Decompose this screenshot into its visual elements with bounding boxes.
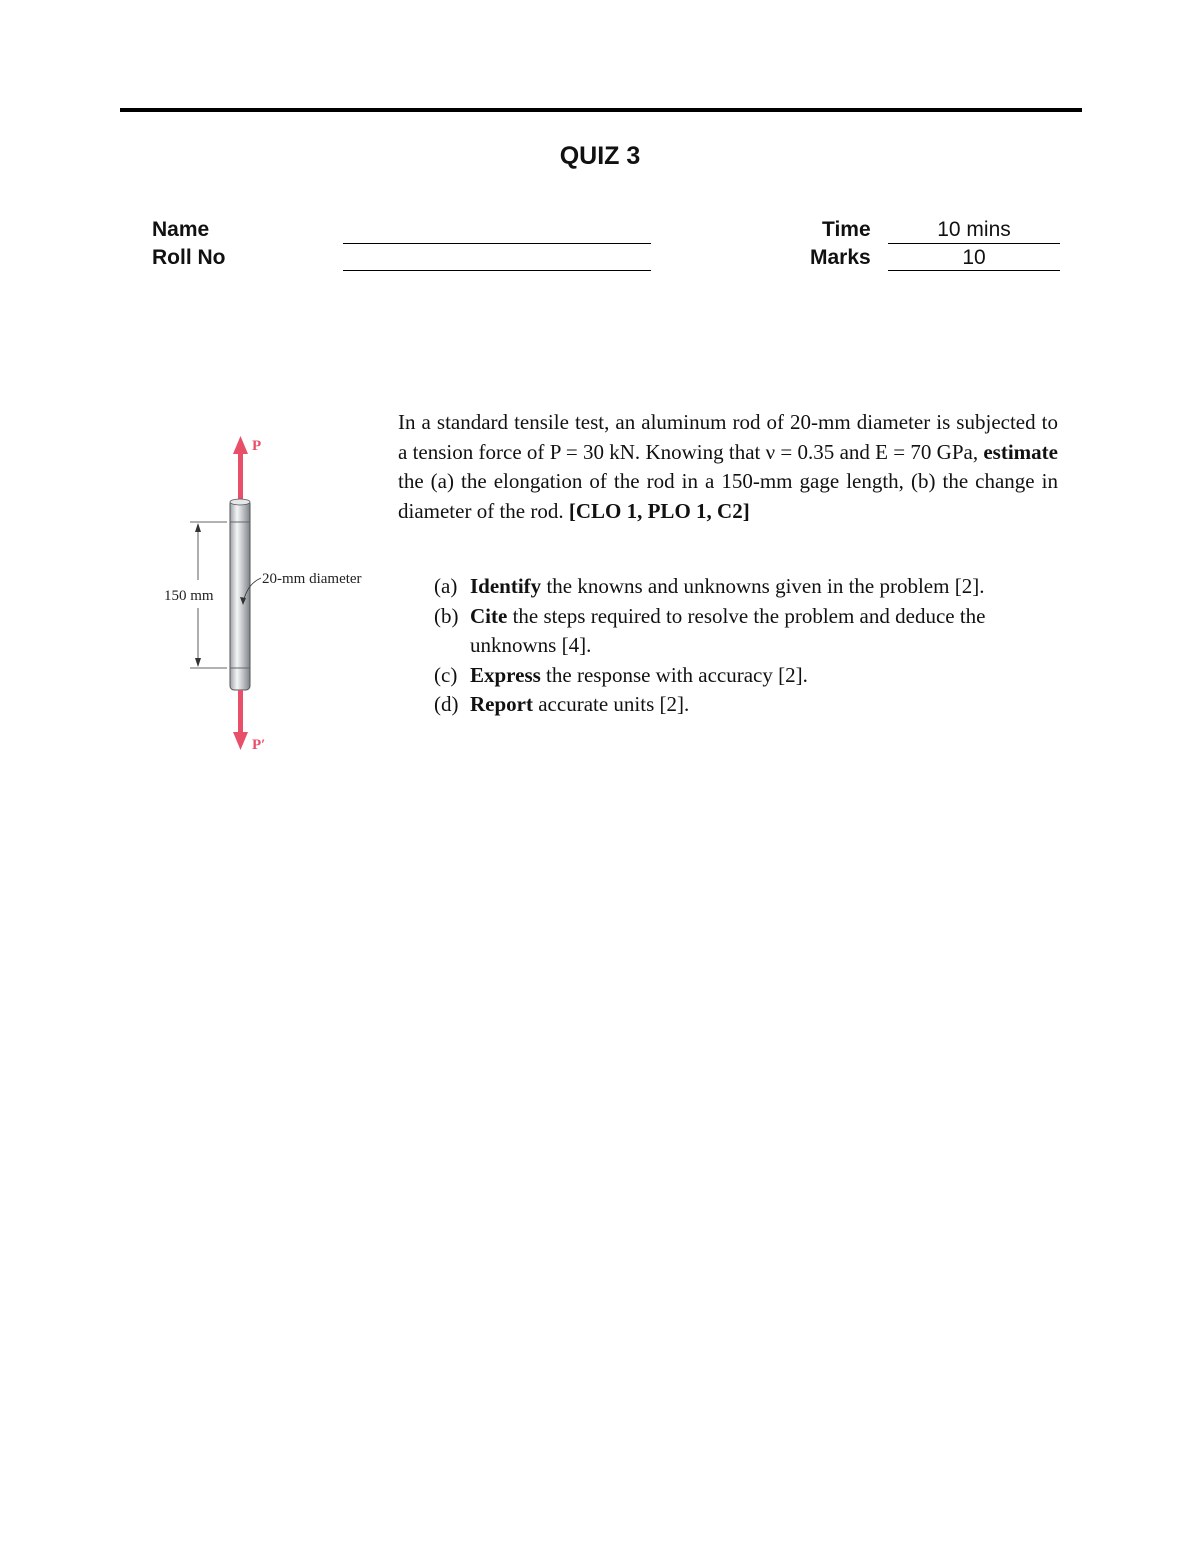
list-item: (c) Express the response with accuracy [2]. bbox=[434, 662, 808, 687]
list-item: (b) Cite the steps required to resolve the problem and deduce the unknowns [4]. bbox=[434, 603, 986, 657]
force-label-top: P bbox=[252, 438, 262, 454]
roll-no-label: Roll No bbox=[152, 246, 226, 269]
diameter-label: 20-mm diameter bbox=[262, 571, 362, 587]
force-arrow-up-icon bbox=[233, 436, 248, 502]
tensile-rod-figure bbox=[155, 428, 390, 760]
name-field[interactable] bbox=[343, 243, 651, 244]
rod bbox=[230, 500, 250, 690]
time-underline bbox=[888, 243, 1060, 244]
question-parts bbox=[434, 572, 1064, 720]
page-title: QUIZ 3 bbox=[559, 142, 641, 170]
marks-underline bbox=[888, 270, 1060, 271]
roll-no-field[interactable] bbox=[343, 270, 651, 271]
name-label: Name bbox=[152, 218, 210, 241]
force-arrow-down-icon bbox=[233, 690, 248, 750]
force-label-bottom: P′ bbox=[252, 737, 266, 753]
length-label: 150 mm bbox=[164, 588, 214, 604]
time-label: Time bbox=[822, 218, 871, 241]
problem-statement: In a standard tensile test, an aluminum rod of 20-mm diameter is subjected to a tension force of P = 30 kN. Knowing that ν = 0.35 and E = 70 GPa, estimate the (a) the elongation of the rod in a 150-mm gage length, (b) the change in diameter of the rod. [CLO 1, PLO 1, C2] bbox=[398, 410, 1058, 523]
clo-tag: [CLO 1, PLO 1, C2] bbox=[568, 498, 750, 523]
marks-value: 10 bbox=[962, 246, 986, 269]
list-item: (d) Report accurate units [2]. bbox=[434, 692, 690, 716]
list-item: (a) Identify the knowns and unknowns given in the problem [2]. bbox=[434, 574, 985, 598]
problem-verb: estimate bbox=[983, 439, 1058, 464]
time-value: 10 mins bbox=[937, 218, 1011, 241]
marks-label: Marks bbox=[810, 246, 871, 269]
top-rule bbox=[120, 108, 1082, 112]
